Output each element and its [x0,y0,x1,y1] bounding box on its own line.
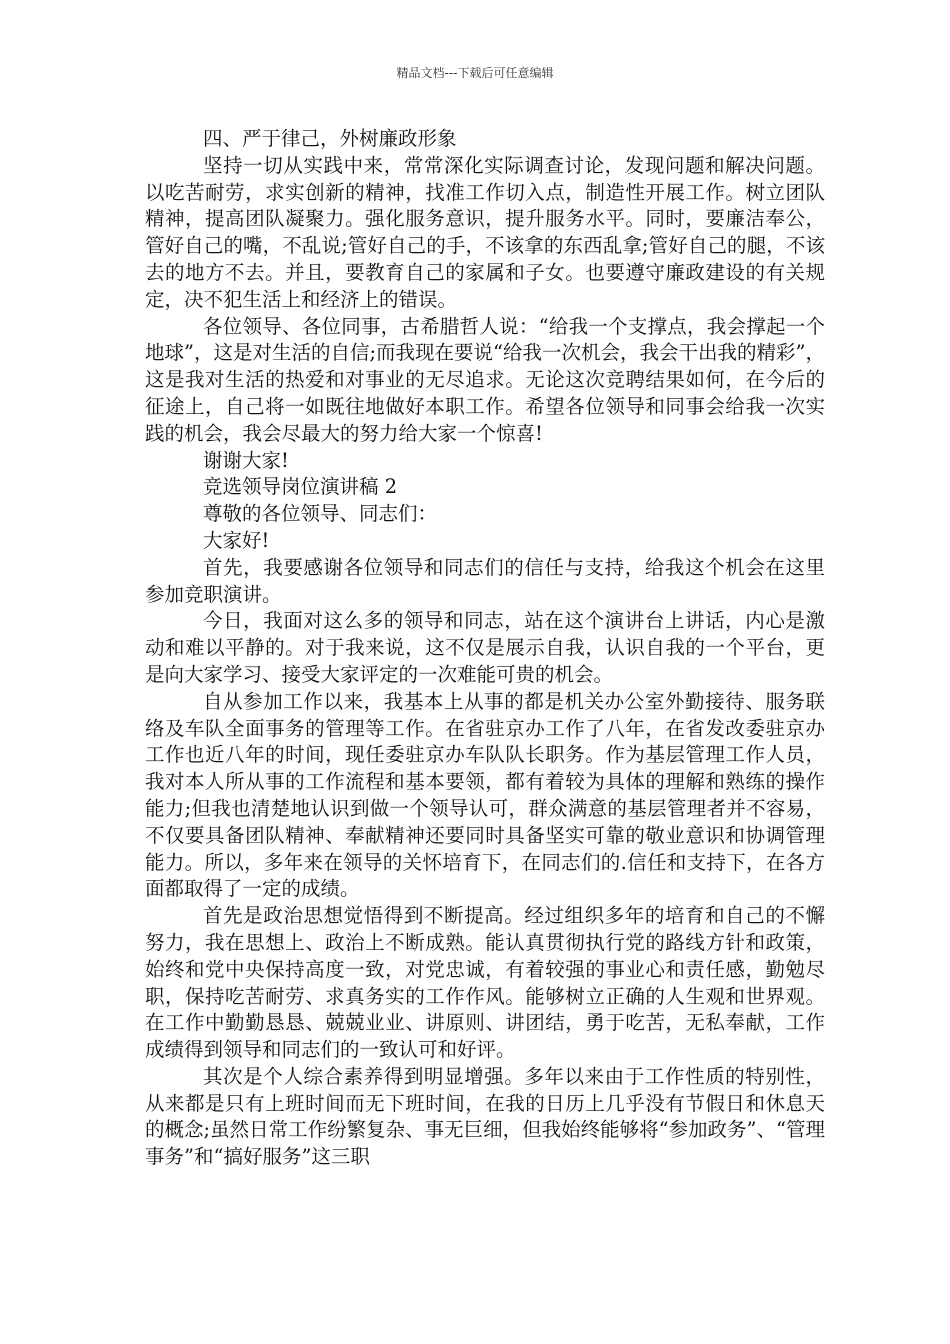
paragraph: 首先是政治思想觉悟得到不断提高。经过组织多年的培育和自己的不懈努力，我在思想上、政治上不断成熟。能认真贯彻执行党的路线方针和政策，始终和党中央保持高度一致，对党忠诚，有着较强的事业心和责任感，勤勉尽职，保持吃苦耐劳、求真务实的工作作风。能够树立正确的人生观和世界观。在工作中勤勤恳恳、兢兢业业、讲原则、讲团结，勇于吃苦，无私奉献，工作成绩得到领导和同志们的一致认可和好评。 [145,904,825,1062]
document-body [145,126,825,1171]
paragraph: 首先，我要感谢各位领导和同志们的信任与支持，给我这个机会在这里参加竞职演讲。 [145,555,825,606]
page-header: 精品文档---下载后可任意编辑 [396,66,554,80]
paragraph: 自从参加工作以来，我基本上从事的都是机关办公室外勤接待、服务联络及车队全面事务的管理等工作。在省驻京办工作了八年，在省发改委驻京办工作也近八年的时间，现任委驻京办车队队长职务。作为基层管理工作人员，我对本人所从事的工作流程和基本要领，都有着较为具体的理解和熟练的操作能力;但我也清楚地认识到做一个领导认可，群众满意的基层管理者并不容易，不仅要具备团队精神、奉献精神还要同时具备坚实可靠的敬业意识和协调管理能力。所以，多年来在领导的关怀培育下，在同志们的.信任和支持下，在各方面都取得了一定的成绩。 [145,689,825,901]
speech-title: 竞选领导岗位演讲稿 2 [203,475,398,499]
salutation: 尊敬的各位领导、同志们： [203,502,438,526]
paragraph: 今日，我面对这么多的领导和同志，站在这个演讲台上讲话，内心是激动和难以平静的。对于我来说，这不仅是展示自我，认识自我的一个平台，更是向大家学习、接受大家评定的一次难能可贵的机会。 [145,609,825,686]
closing-line: 谢谢大家! [203,448,289,472]
greeting: 大家好! [203,528,270,552]
section-heading: 四、严于律己，外树廉政形象 [203,127,457,150]
paragraph: 各位领导、各位同事，古希腊哲人说：“给我一个支撑点，我会撑起一个地球”，这是对生活的自信;而我现在要说“给我一次机会，我会干出我的精彩”，这是我对生活的热爱和对事业的无尽追求。无论这次竞聘结果如何，在今后的征途上，自己将一如既往地做好本职工作。希望各位领导和同事会给我一次实践的机会，我会尽最大的努力给大家一个惊喜! [145,314,825,445]
paragraph: 其次是个人综合素养得到明显增强。多年以来由于工作性质的特别性，从来都是只有上班时间而无下班时间，在我的日历上几乎没有节假日和休息天的概念;虽然日常工作纷繁复杂、事无巨细，但我始终能够将“参加政务”、“管理事务”和“搞好服务”这三职 [145,1064,825,1169]
paragraph: 坚持一切从实践中来，常常深化实际调查讨论，发现问题和解决问题。以吃苦耐劳，求实创新的精神，找准工作切入点，制造性开展工作。树立团队精神，提高团队凝聚力。强化服务意识，提升服务水平。同时，要廉洁奉公，管好自己的嘴，不乱说;管好自己的手，不该拿的东西乱拿;管好自己的腿，不该去的地方不去。并且，要教育自己的家属和子女。也要遵守廉政建设的有关规定，决不犯生活上和经济上的错误。 [145,153,825,311]
